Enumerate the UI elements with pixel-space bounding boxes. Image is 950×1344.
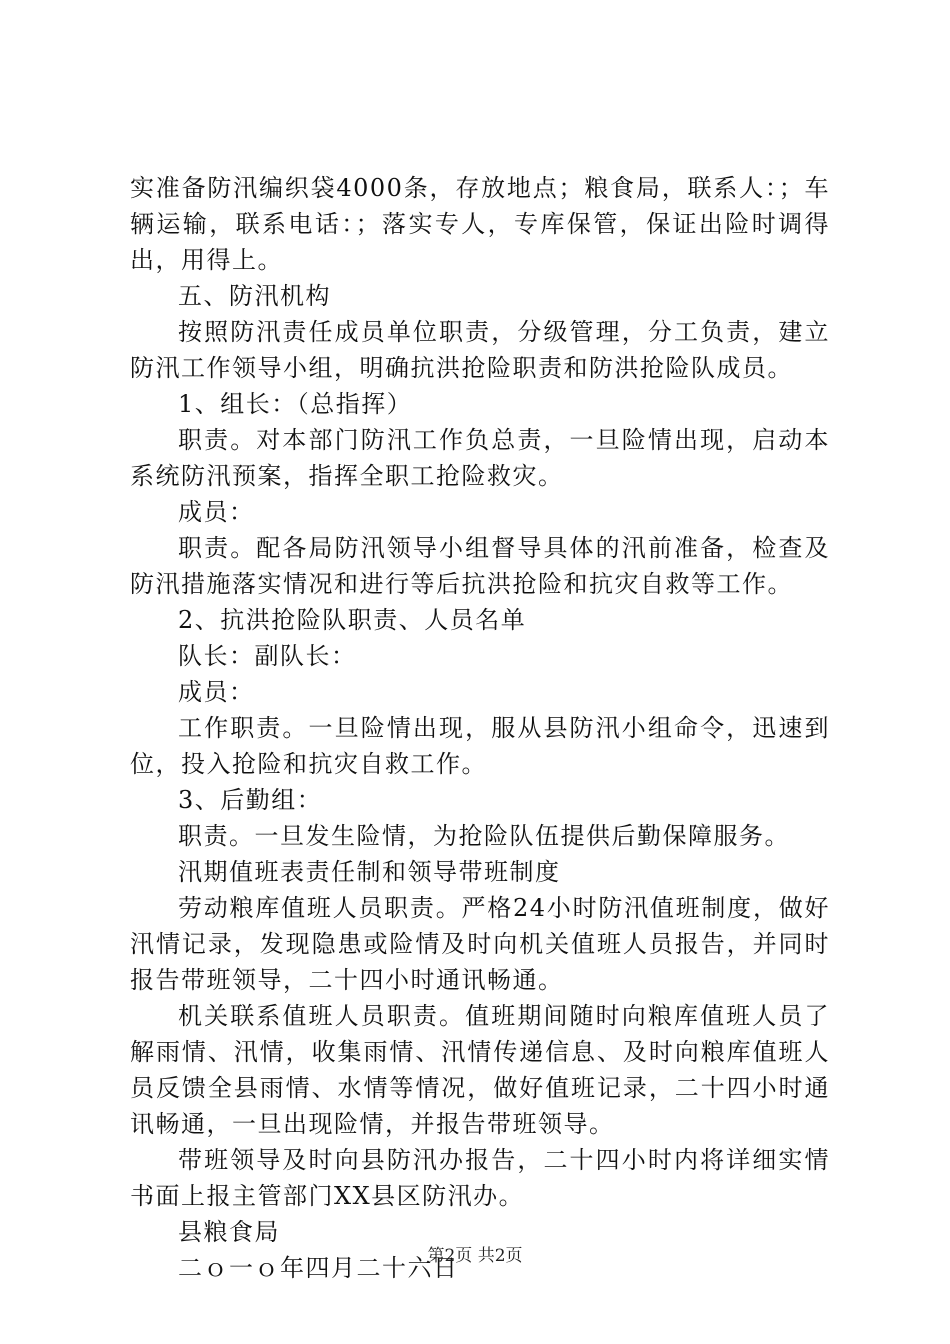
subheading-logistics: 3、后勤组： <box>178 786 323 814</box>
paragraph: 工作职责。一旦险情出现，服从县防汛小组命令，迅速到位，投入抢险和抗灾自救工作。 <box>130 714 830 778</box>
paragraph: 职责。对本部门防汛工作负总责，一旦险情出现，启动本系统防汛预案，指挥全职工抢险救灾。 <box>130 426 830 490</box>
paragraph: 劳动粮库值班人员职责。严格24小时防汛值班制度，做好汛情记录，发现隐患或险情及时向机关值班人员报告，并同时报告带班领导，二十四小时通讯畅通。 <box>130 894 830 994</box>
subheading-group-leader: 1、组长：（总指挥） <box>178 390 413 418</box>
page-number-footer: 第2页 共2页 <box>427 1246 523 1266</box>
subheading-duty-system: 汛期值班表责任制和领导带班制度 <box>178 858 561 886</box>
subheading-rescue-team: 2、抗洪抢险队职责、人员名单 <box>178 606 527 634</box>
signature-organization: 县粮食局 <box>178 1218 280 1246</box>
document-body <box>130 170 830 1286</box>
paragraph: 机关联系值班人员职责。值班期间随时向粮库值班人员了解雨情、汛情，收集雨情、汛情传递信息、及时向粮库值班人员反馈全县雨情、水情等情况，做好值班记录，二十四小时通讯畅通，一旦出现险情，并报告带班领导。 <box>130 1002 830 1138</box>
members-label: 成员： <box>178 498 255 526</box>
paragraph: 带班领导及时向县防汛办报告，二十四小时内将详细实情书面上报主管部门XX县区防汛办。 <box>130 1146 830 1210</box>
members-label: 成员： <box>178 678 255 706</box>
paragraph-continuation: 实准备防汛编织袋4000条，存放地点；粮食局，联系人：；车辆运输，联系电话：；落实专人，专库保管，保证出险时调得出，用得上。 <box>130 174 830 274</box>
paragraph: 职责。一旦发生险情，为抢险队伍提供后勤保障服务。 <box>178 822 790 850</box>
paragraph: 职责。配各局防汛领导小组督导具体的汛前准备，检查及防汛措施落实情况和进行等后抗洪抢险和抗灾自救等工作。 <box>130 534 830 598</box>
paragraph: 按照防汛责任成员单位职责，分级管理，分工负责，建立防汛工作领导小组，明确抗洪抢险职责和防洪抢险队成员。 <box>130 318 830 382</box>
signature-date: 二ｏ一ｏ年四月二十六日 <box>178 1254 459 1282</box>
team-leader-label: 队长：副队长： <box>178 642 357 670</box>
section-heading-flood-organization: 五、防汛机构 <box>178 282 331 310</box>
